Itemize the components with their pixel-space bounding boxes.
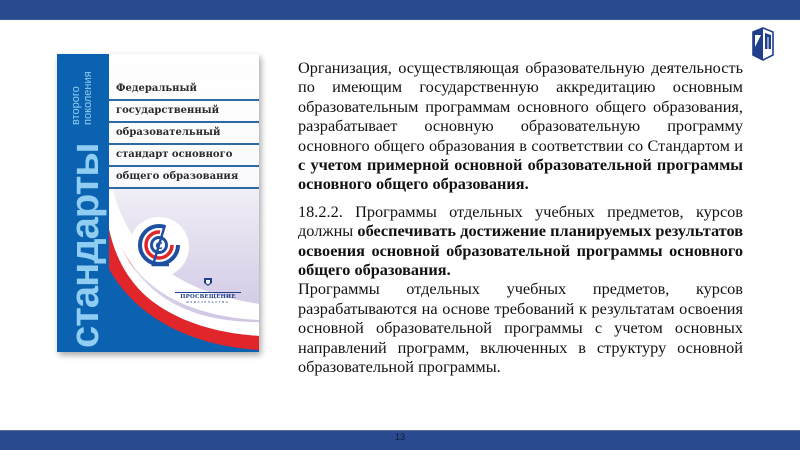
publisher-shield-icon [203, 277, 213, 287]
spine-title: стандарты [63, 143, 107, 348]
paragraph-programs [298, 279, 743, 376]
paragraph-organization [298, 58, 743, 194]
cover-title-block [109, 79, 259, 189]
slide-body-text [298, 58, 743, 377]
top-banner-bar [0, 0, 800, 20]
paragraph-text: 18.2.2. Программы отдельных учебных предметов, курсов должны [298, 201, 743, 241]
paragraph-bold-text: с учетом примерной основной образовательной программы основного общего образования. [298, 155, 743, 194]
cover-title-line: образовательный [109, 123, 259, 145]
spine-subtitle-1: второго [70, 86, 82, 125]
publisher-name: ПРОСВЕЩЕНИЕ [175, 292, 241, 300]
publisher-logo [175, 274, 241, 304]
paragraph-18-2-2 [298, 202, 743, 280]
svg-text:С: С [155, 241, 163, 252]
page-number: 13 [394, 432, 405, 442]
cover-spine-text [57, 54, 109, 352]
book-cover-image [57, 54, 259, 352]
cover-title-line: государственный [109, 101, 259, 123]
cover-title-line: стандарт основного [109, 145, 259, 167]
standard-emblem-icon [129, 217, 189, 277]
cover-title-line: Федеральный [109, 79, 259, 101]
cover-title-line: общего образования [109, 167, 259, 189]
paragraph-bold-text: обеспечивать достижение планируемых результатов освоения основной образовательной программы основного общего образования. [298, 221, 743, 280]
bottom-banner-bar [0, 430, 800, 450]
paragraph-text: Программы отдельных учебных предметов, курсов разрабатываются на основе требований к результатам освоения основной образовательной программы с учетом основных направлений программ, включенных в структуру основной образовательной программы. [298, 279, 743, 377]
spine-subtitle-2: поколения [82, 71, 94, 125]
paragraph-text: Организация, осуществляющая образовательную деятельность по имеющим государственную аккредитацию основным образовательным программам основного общего образования, разрабатывает основную образовательную программу основного общего образования в соответствии со Стандартом и [298, 58, 743, 155]
ip-shield-logo-icon [751, 27, 775, 61]
publisher-subtitle: ИЗДАТЕЛЬСТВО [186, 300, 230, 304]
